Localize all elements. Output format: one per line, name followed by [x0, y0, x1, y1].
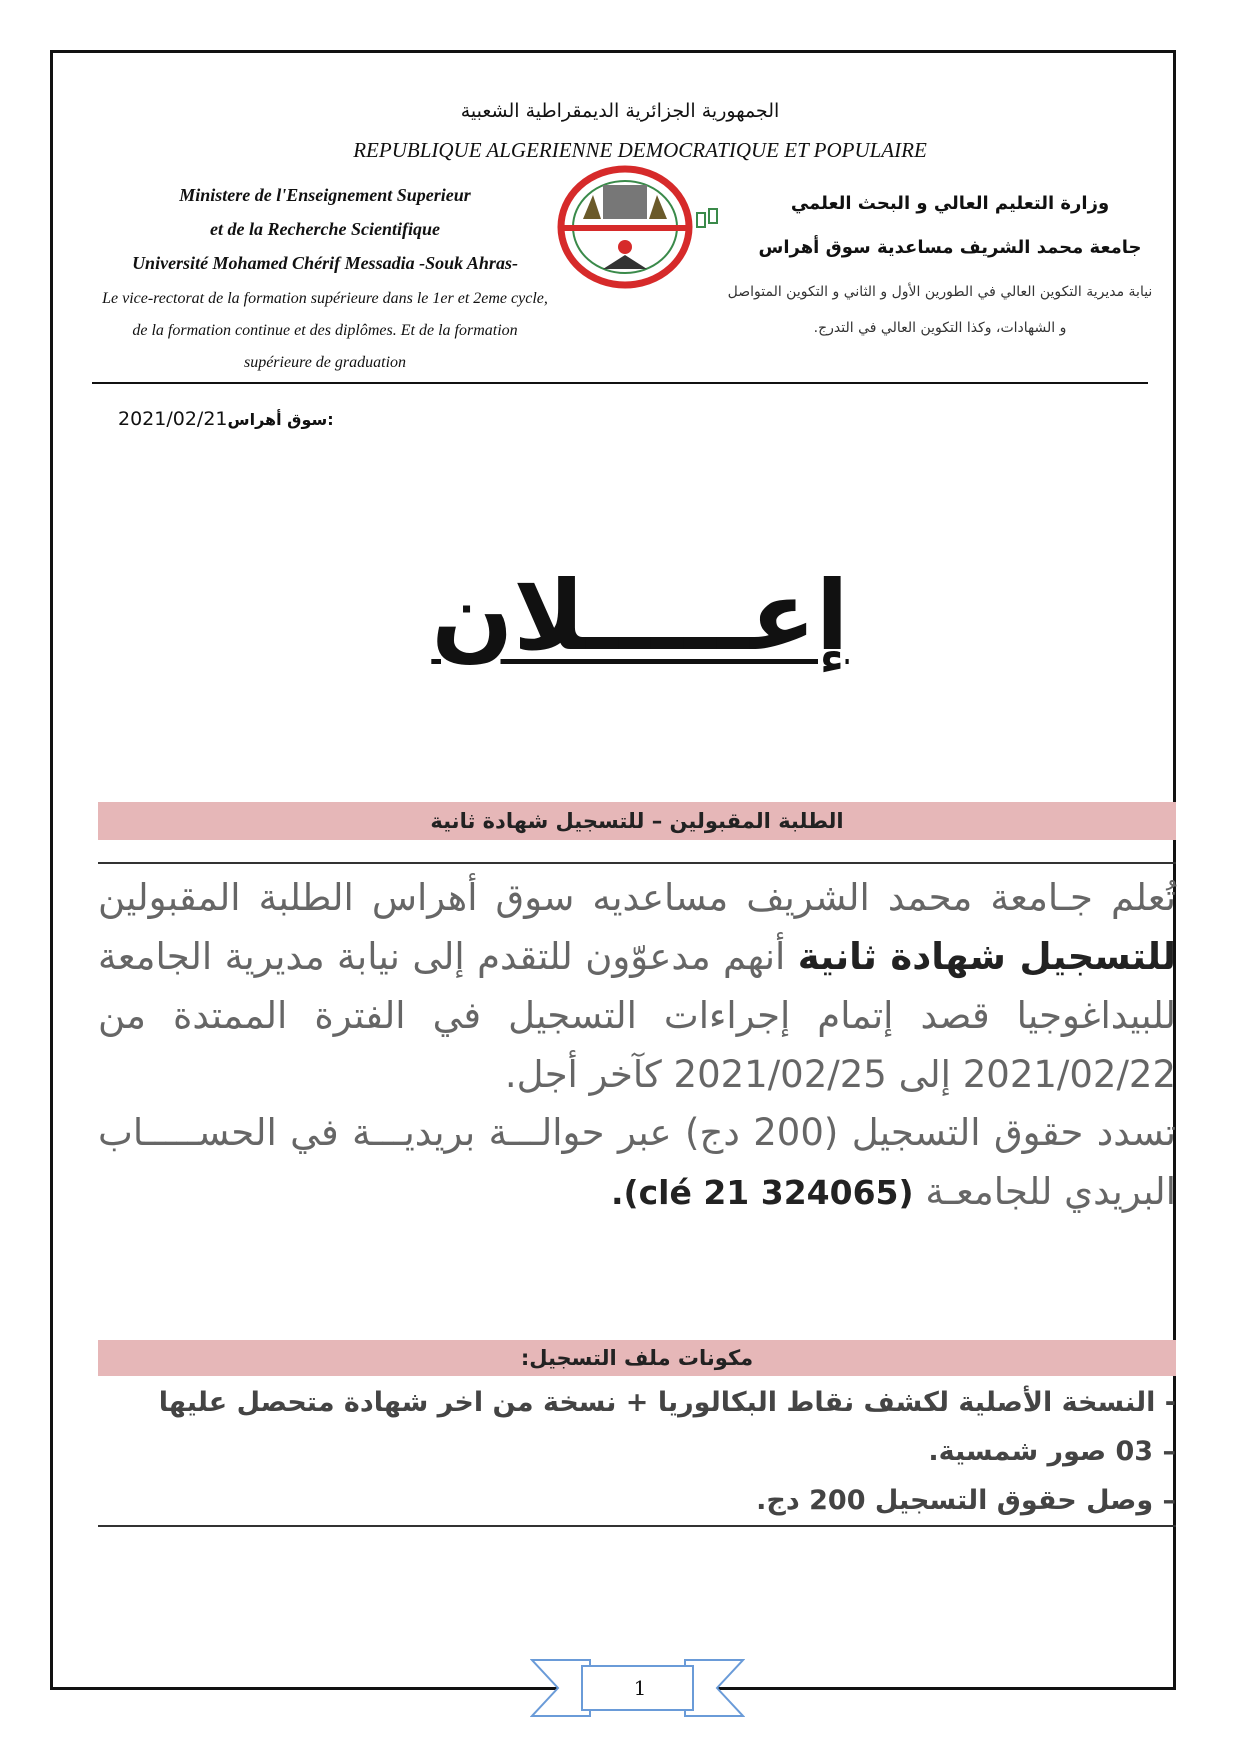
ministry-fr-block	[60, 178, 590, 280]
section1-paragraph-2	[98, 1103, 1176, 1222]
university-fr: Université Mohamed Chérif Messadia -Souk Ahras-	[132, 253, 518, 273]
p1-text-b: أنهم مدعوّون للتقدم إلى نيابة مديرية الجامعة للبيداغوجيا قصد إتمام إجراءات التسجيل في الفترة الممتدة من 2021/02/22 إلى 2021/02/25 كآخر أجل.	[98, 935, 1176, 1096]
date-line	[118, 408, 334, 430]
republic-fr: REPUBLIQUE ALGERIENNE DEMOCRATIQUE ET POPULAIRE	[353, 138, 927, 162]
vice-ar-2: و الشهادات، وكذا التكوين العالي في التدرج.	[813, 320, 1067, 336]
section1-divider	[98, 862, 1176, 864]
ministry-fr-1: Ministere de l'Enseignement Superieur	[179, 185, 471, 205]
vice-rectorat-fr	[60, 283, 590, 379]
vice-fr-2: de la formation continue et des diplômes. Et de la formation	[132, 322, 518, 339]
announcement-title: إعـــــلان	[431, 560, 849, 672]
section1-paragraph-1	[98, 868, 1176, 1104]
list-item: - النسخة الأصلية لكشف نقاط البكالوريا + نسخة من اخر شهادة متحصل عليها	[158, 1387, 1176, 1418]
vice-ar-1: نيابة مديرية التكوين العالي في الطورين الأول و الثاني و التكوين المتواصل	[727, 284, 1153, 300]
p1-text-a: تُعلم جـامعة محمد الشريف مساعديه سوق أهراس الطلبة المقبولين	[98, 876, 1176, 919]
date-place: سوق أهراس:	[227, 410, 334, 429]
vice-fr-1: Le vice-rectorat de la formation supérieure dans le 1er et 2eme cycle,	[102, 290, 548, 307]
republic-ar: الجمهورية الجزائرية الديمقراطية الشعبية	[460, 100, 780, 122]
page-number: 1	[633, 1676, 647, 1700]
date-value: 2021/02/21	[118, 408, 228, 430]
vice-fr-3: supérieure de graduation	[243, 354, 407, 371]
account-number: (324065 clé 21).	[610, 1173, 914, 1212]
ministry-ar: وزارة التعليم العالي و البحث العلمي	[790, 193, 1110, 214]
section2-heading: مكونات ملف التسجيل:	[98, 1340, 1176, 1376]
list-item: – وصل حقوق التسجيل 200 دج.	[756, 1485, 1176, 1516]
p2-text-a: تسدد حقوق التسجيل (200 دج) عبر حوالـــة بريديـــة في الحســـــاب البريدي للجامعـة	[98, 1111, 1176, 1213]
section1-heading: الطلبة المقبولين – للتسجيل شهادة ثانية	[98, 802, 1176, 840]
p1-bold: للتسجيل شهادة ثانية	[797, 935, 1176, 978]
university-logo	[555, 165, 725, 290]
header-divider	[92, 382, 1148, 384]
list-item: – 03 صور شمسية.	[928, 1436, 1176, 1467]
ministry-fr-2: et de la Recherche Scientifique	[210, 219, 440, 239]
required-documents-list	[98, 1378, 1176, 1525]
section2-divider	[98, 1525, 1176, 1527]
university-ar: جامعة محمد الشريف مساعدية سوق أهراس	[758, 237, 1142, 258]
